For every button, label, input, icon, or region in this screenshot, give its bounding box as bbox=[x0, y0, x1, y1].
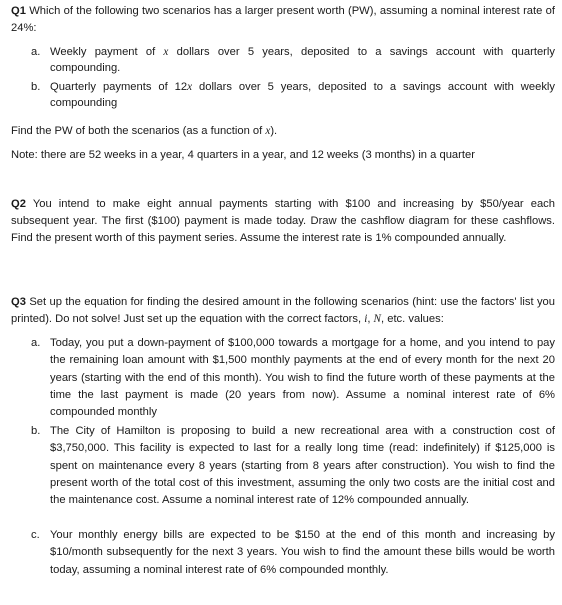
question-1-text: Which of the following two scenarios has a larger present worth (PW), assuming a nominal interest rate of 24%: bbox=[11, 5, 555, 34]
item-marker: a. bbox=[31, 46, 41, 58]
question-2 bbox=[11, 196, 555, 246]
question-1-item-b: b. Quarterly payments of 12x dollars over 5 years, deposited to a savings account with weekly compounding bbox=[31, 81, 555, 110]
question-1-find: Find the PW of both the scenarios (as a function of x). bbox=[11, 125, 278, 137]
item-marker: b. bbox=[31, 81, 41, 93]
item-marker: b. bbox=[31, 425, 41, 437]
question-1-note: Note: there are 52 weeks in a year, 4 quarters in a year, and 12 weeks (3 months) in a quarter bbox=[11, 149, 475, 161]
question-3-item-b bbox=[31, 423, 555, 509]
question-3-label: Q3 bbox=[11, 296, 26, 308]
item-marker: c. bbox=[31, 529, 40, 541]
question-3-item-c bbox=[31, 527, 555, 579]
item-text: The City of Hamilton is proposing to build a new recreational area with a construction cost of $3,750,000. This facility is expected to last for a really long time (read: indefinitely) if $125,000 is spent on maintenance every 8 years (starting from 8 years after construction). You wish to find the present worth of the total cost of this investment, assuming the only two costs are the initial cost and the maintenance cost. Assume a nominal interest rate of 12% compounded annually. bbox=[50, 425, 555, 507]
question-3-stem: Q3 Set up the equation for finding the desired amount in the following scenarios (hint: use the factors' list you printed). Do not solve! Just set up the equation with the correct factors, i, N, etc. values: bbox=[11, 296, 555, 325]
question-2-label: Q2 bbox=[11, 198, 26, 210]
item-text: Today, you put a down-payment of $100,000 towards a mortgage for a home, and you intend to pay the remaining loan amount with $1,500 monthly payments at the end of every month for the next 20 years (starting with the end of this month). You wish to find the future worth of these payments at the time the last payment is made (20 years from now). Assume a nominal interest rate of 6% compounded monthly bbox=[50, 337, 555, 419]
question-1-label: Q1 bbox=[11, 5, 26, 17]
item-text: Your monthly energy bills are expected to be $150 at the end of this month and increasing by $10/month subsequently for the next 3 years. You wish to find the amount these bills would be worth today, assuming a nominal interest rate of 6% compounded monthly. bbox=[50, 529, 555, 576]
question-1-stem bbox=[11, 3, 555, 37]
question-3-item-a bbox=[31, 335, 555, 421]
question-1-item-a: a. Weekly payment of x dollars over 5 years, deposited to a savings account with quarterly compounding. bbox=[31, 46, 555, 75]
question-2-text: You intend to make eight annual payments starting with $100 and increasing by $50/year each subsequent year. The first ($100) payment is made today. Draw the cashflow diagram for these cashflows. Find the present worth of this payment series. Assume the interest rate is 1% compounded annually. bbox=[11, 198, 555, 244]
item-marker: a. bbox=[31, 337, 41, 349]
